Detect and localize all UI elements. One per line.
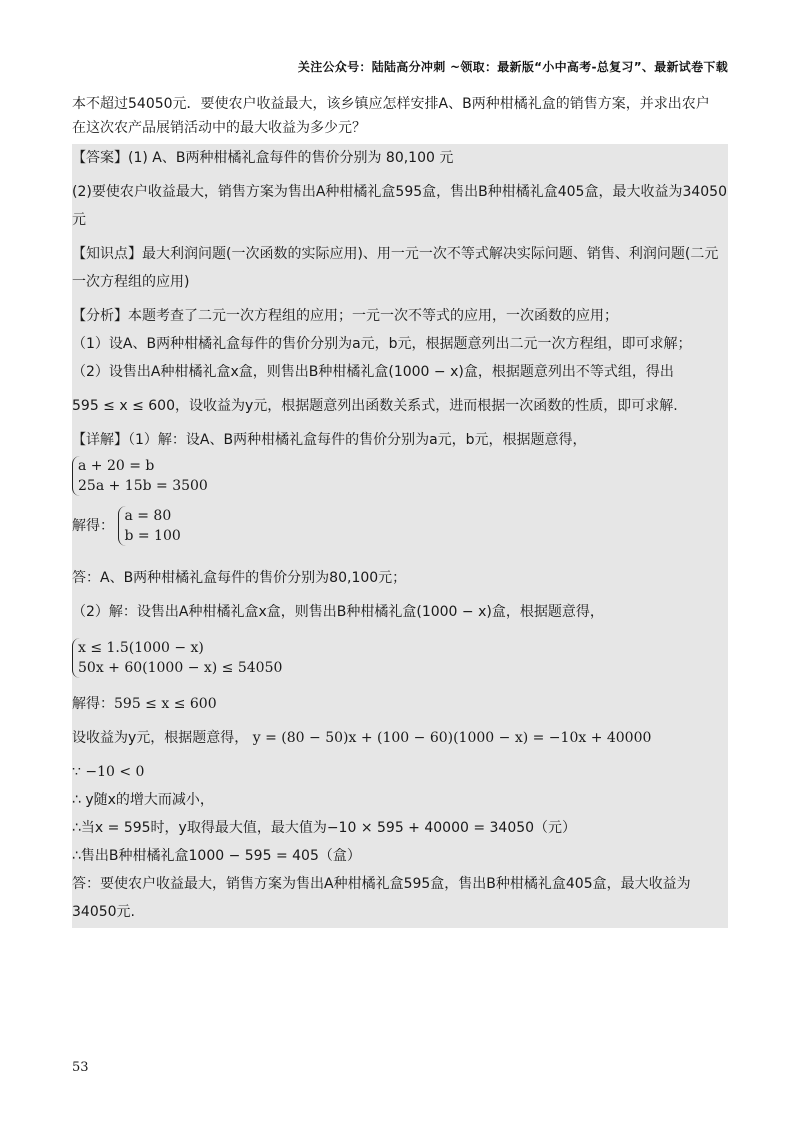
therefore-line-3: ∴售出B种柑橘礼盒1000 − 595 = 405（盒） bbox=[72, 848, 361, 864]
system-1-eq-1: a + 20 = b bbox=[78, 458, 155, 474]
intro-line-2: 在这次农产品展销活动中的最大收益为多少元？ bbox=[72, 120, 366, 136]
page-content bbox=[72, 92, 728, 928]
intro-line-1: 本不超过54050元．要使农户收益最大，该乡镇应怎样安排A、B两种柑橘礼盒的销售方案，并求出农户 bbox=[72, 96, 710, 112]
knowledge-line-1: 【知识点】最大利润问题(一次函数的实际应用)、用一元一次不等式解决实际问题、销售、利润问题(二元 bbox=[72, 246, 719, 262]
solved-range: 解得：595 ≤ x ≤ 600 bbox=[72, 696, 217, 712]
brace-system-3 bbox=[72, 638, 282, 678]
because-line: ∵ −10 < 0 bbox=[72, 764, 145, 780]
analysis-line-2: （1）设A、B两种柑橘礼盒每件的售价分别为a元，b元，根据题意列出二元一次方程组，即可求解； bbox=[72, 336, 692, 352]
final-answer-line-2: 34050元. bbox=[72, 904, 135, 920]
profit-formula: y = (80 − 50)x + (100 − 60)(1000 − x) = −10x + 40000 bbox=[252, 730, 652, 746]
solution-system-row bbox=[72, 504, 728, 548]
final-answer-line-1: 答：要使农户收益最大，销售方案为售出A种柑橘礼盒595盒，售出B种柑橘礼盒405盒，最大收益为 bbox=[72, 876, 691, 892]
brace-system-2 bbox=[118, 506, 180, 546]
system-1-eq-2: 25a + 15b = 3500 bbox=[78, 478, 208, 494]
answer-part-1: 【答案】(1) A、B两种柑橘礼盒每件的售价分别为 80,100 元 bbox=[72, 150, 454, 166]
detail-intro: 【详解】（1）解：设A、B两种柑橘礼盒每件的售价分别为a元，b元，根据题意得， bbox=[72, 432, 587, 448]
analysis-line-4: 595 ≤ x ≤ 600，设收益为y元，根据题意列出函数关系式，进而根据一次函数的性质，即可求解. bbox=[72, 398, 678, 414]
system-2-eq-2: b = 100 bbox=[124, 528, 181, 544]
therefore-line-2: ∴当x = 595时，y取得最大值，最大值为−10 × 595 + 40000 = 34050（元） bbox=[72, 820, 577, 836]
page-number: 53 bbox=[72, 1060, 89, 1075]
profit-row bbox=[72, 724, 728, 752]
brace-system-1 bbox=[72, 456, 208, 496]
analysis-line-3: （2）设售出A种柑橘礼盒x盒，则售出B种柑橘礼盒(1000 − x)盒，根据题意列出不等式组，得出 bbox=[72, 364, 674, 380]
part-2-intro: （2）解：设售出A种柑橘礼盒x盒，则售出B种柑橘礼盒(1000 − x)盒，根据题意得， bbox=[72, 604, 604, 620]
equation-system-1 bbox=[72, 454, 728, 498]
analysis-line-1: 【分析】本题考查了二元一次方程组的应用；一元一次不等式的应用，一次函数的应用； bbox=[72, 308, 618, 324]
system-3-ineq-2: 50x + 60(1000 − x) ≤ 54050 bbox=[78, 660, 283, 676]
answer-1: 答：A、B两种柑橘礼盒每件的售价分别为80,100元； bbox=[72, 570, 407, 586]
solution-block bbox=[72, 144, 728, 928]
solved-label: 解得： bbox=[72, 518, 114, 534]
system-2-eq-1: a = 80 bbox=[124, 508, 172, 524]
inequality-system bbox=[72, 636, 728, 680]
profit-label: 设收益为y元，根据题意得， bbox=[72, 730, 249, 746]
knowledge-line-2: 一次方程组的应用) bbox=[72, 274, 190, 290]
page-header: 关注公众号：陆陆高分冲刺 ~领取：最新版“小中高考-总复习”、最新试卷下载 bbox=[297, 60, 728, 74]
system-3-ineq-1: x ≤ 1.5(1000 − x) bbox=[78, 640, 204, 656]
therefore-line-1: ∴ y随x的增大而减小， bbox=[72, 792, 214, 808]
answer-part-2a: (2)要使农户收益最大，销售方案为售出A种柑橘礼盒595盒，售出B种柑橘礼盒405盒，最大收益为34050 bbox=[72, 184, 727, 200]
answer-part-2b: 元 bbox=[72, 212, 86, 228]
